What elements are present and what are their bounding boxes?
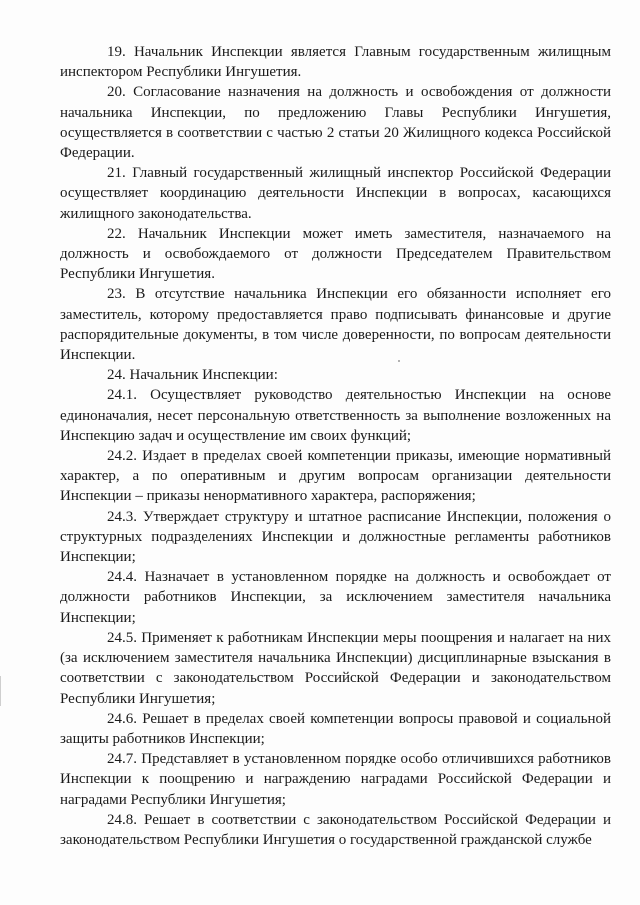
paragraph-24-5: 24.5. Применяет к работникам Инспекции меры поощрения и налагает на них (за исключением заместителя начальника Инспекции) дисциплинарные взыскания в соответствии с законодательством Российской Федерации и законодательством Республики Ингушетия; xyxy=(60,629,611,707)
paragraph-19: 19. Начальник Инспекции является Главным государственным жилищным инспектором Республики Ингушетия. xyxy=(60,44,611,81)
paragraph-20: 20. Согласование назначения на должность и освобождения от должности начальника Инспекции, по предложению Главы Республики Ингушетия, осуществляется в соответствии с частью 2 статьи 20 Жилищного кодекса Российской Федерации. xyxy=(60,84,611,162)
scan-edge-mark xyxy=(0,676,1,706)
paragraph-24-4: 24.4. Назначает в установленном порядке на должность и освобождает от должности работников Инспекции, за исключением заместителя начальника Инспекции; xyxy=(60,569,611,626)
paragraph-22: 22. Начальник Инспекции может иметь заместителя, назначаемого на должность и освобождаемого от должности Председателем Правительством Республики Ингушетия. xyxy=(60,225,611,283)
paragraph-23: 23. В отсутствие начальника Инспекции его обязанности исполняет его заместитель, которому предоставляется право подписывать финансовые и другие распорядительные документы, в том числе доверенности, по вопросам деятельности Инспекции. xyxy=(60,286,611,364)
paragraph-24-1: 24.1. Осуществляет руководство деятельностью Инспекции на основе единоначалия, несет персональную ответственность за выполнение возложенных на Инспекцию задач и осуществление им своих функций; xyxy=(60,387,611,444)
paragraph-24: 24. Начальник Инспекции: xyxy=(107,367,278,384)
scan-speck xyxy=(398,360,400,362)
document-body xyxy=(60,42,611,850)
paragraph-24-7: 24.7. Представляет в установленном порядке особо отличившихся работников Инспекции к поощрению и награждению наградами Российской Федерации и наградами Республики Ингушетия; xyxy=(60,751,611,808)
paragraph-21: 21. Главный государственный жилищный инспектор Российской Федерации осуществляет координацию деятельности Инспекции в вопросах, касающихся жилищного законодательства. xyxy=(60,165,611,222)
paragraph-24-8: 24.8. Решает в соответствии с законодательством Российской Федерации и законодательством Республики Ингушетия о государственной гражданской службе xyxy=(60,811,611,848)
paragraph-24-6: 24.6. Решает в пределах своей компетенции вопросы правовой и социальной защиты работников Инспекции; xyxy=(60,710,611,747)
paragraph-24-2: 24.2. Издает в пределах своей компетенции приказы, имеющие нормативный характер, а по оперативным и другим вопросам организации деятельности Инспекции – приказы ненормативного характера, распоряжения; xyxy=(60,448,611,505)
paragraph-24-3: 24.3. Утверждает структуру и штатное расписание Инспекции, положения о структурных подразделениях Инспекции и должностные регламенты работников Инспекции; xyxy=(60,508,611,566)
